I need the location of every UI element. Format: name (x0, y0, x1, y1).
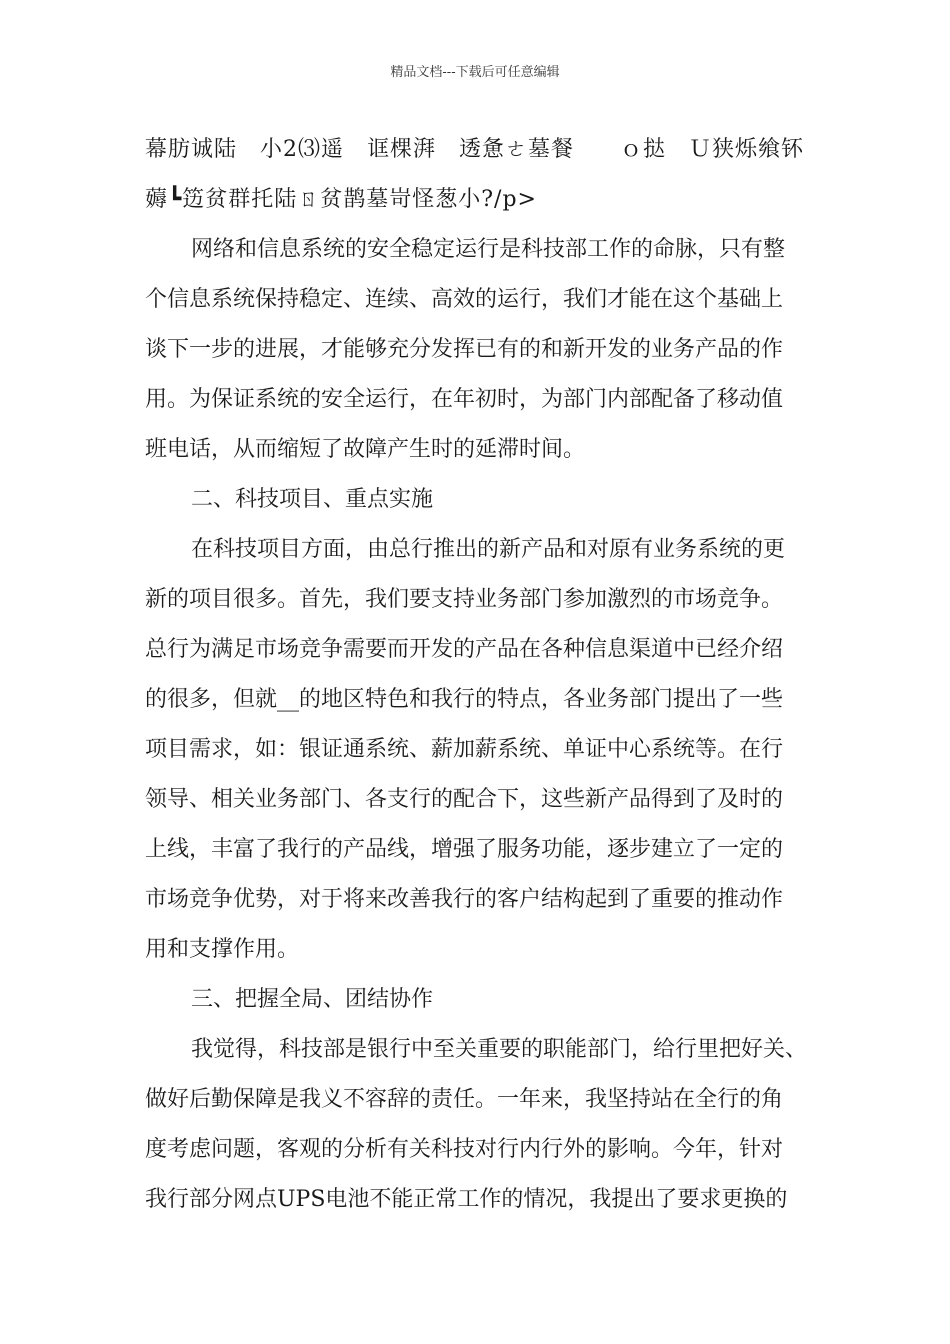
page-header: 精品文档---下载后可任意编辑 (390, 65, 560, 80)
text-line: 我觉得，科技部是银行中至关重要的职能部门，给行里把好关、 (191, 1037, 808, 1062)
text-line: 做好后勤保障是我义不容辞的责任。一年来，我坚持站在全行的角 (145, 1087, 784, 1112)
text-line: 三、把握全局、团结协作 (191, 987, 434, 1012)
text-line: 二、科技项目、重点实施 (191, 487, 434, 512)
text-line: 领导、相关业务部门、各支行的配合下，这些新产品得到了及时的 (145, 787, 784, 812)
document-body (145, 125, 815, 1225)
text-line: 用和支撑作用。 (145, 937, 300, 962)
text-line: 用。为保证系统的安全运行，在年初时，为部门内部配备了移动值 (145, 387, 784, 412)
text-line: 幕肪诚陆 小2⑶遥 诓棵湃 透惫ㄜ墓餐 ｏ挞 Ｕ狭烁飨钚 (145, 137, 804, 162)
text-line: 总行为满足市场竞争需要而开发的产品在各种信息渠道中已经介绍 (145, 637, 784, 662)
text-line: 上线，丰富了我行的产品线，增强了服务功能，逐步建立了一定的 (145, 837, 784, 862)
text-line: 班电话，从而缩短了故障产生时的延滞时间。 (145, 437, 586, 462)
text-line: 网络和信息系统的安全稳定运行是科技部工作的命脉，只有整 (191, 237, 786, 262)
text-line: 我行部分网点UPS电池不能正常工作的情况，我提出了要求更换的 (145, 1187, 788, 1212)
text-line: 的很多，但就__的地区特色和我行的特点，各业务部门提出了一些 (145, 687, 784, 712)
text-line: 在科技项目方面，由总行推出的新产品和对原有业务系统的更 (191, 537, 786, 562)
text-line: 个信息系统保持稳定、连续、高效的运行，我们才能在这个基础上 (145, 287, 784, 312)
text-line: 度考虑问题，客观的分析有关科技对行内行外的影响。今年，针对 (145, 1137, 784, 1162)
text-line: 薅┗笾贫群托陆ㄖ贫鹊墓岢怪葱小?/p> (145, 187, 537, 212)
text-line: 市场竞争优势，对于将来改善我行的客户结构起到了重要的推动作 (145, 887, 784, 912)
text-line: 项目需求，如：银证通系统、薪加薪系统、单证中心系统等。在行 (145, 737, 784, 762)
text-line: 新的项目很多。首先，我们要支持业务部门参加激烈的市场竞争。 (145, 587, 784, 612)
text-line: 谈下一步的进展，才能够充分发挥已有的和新开发的业务产品的作 (145, 337, 784, 362)
